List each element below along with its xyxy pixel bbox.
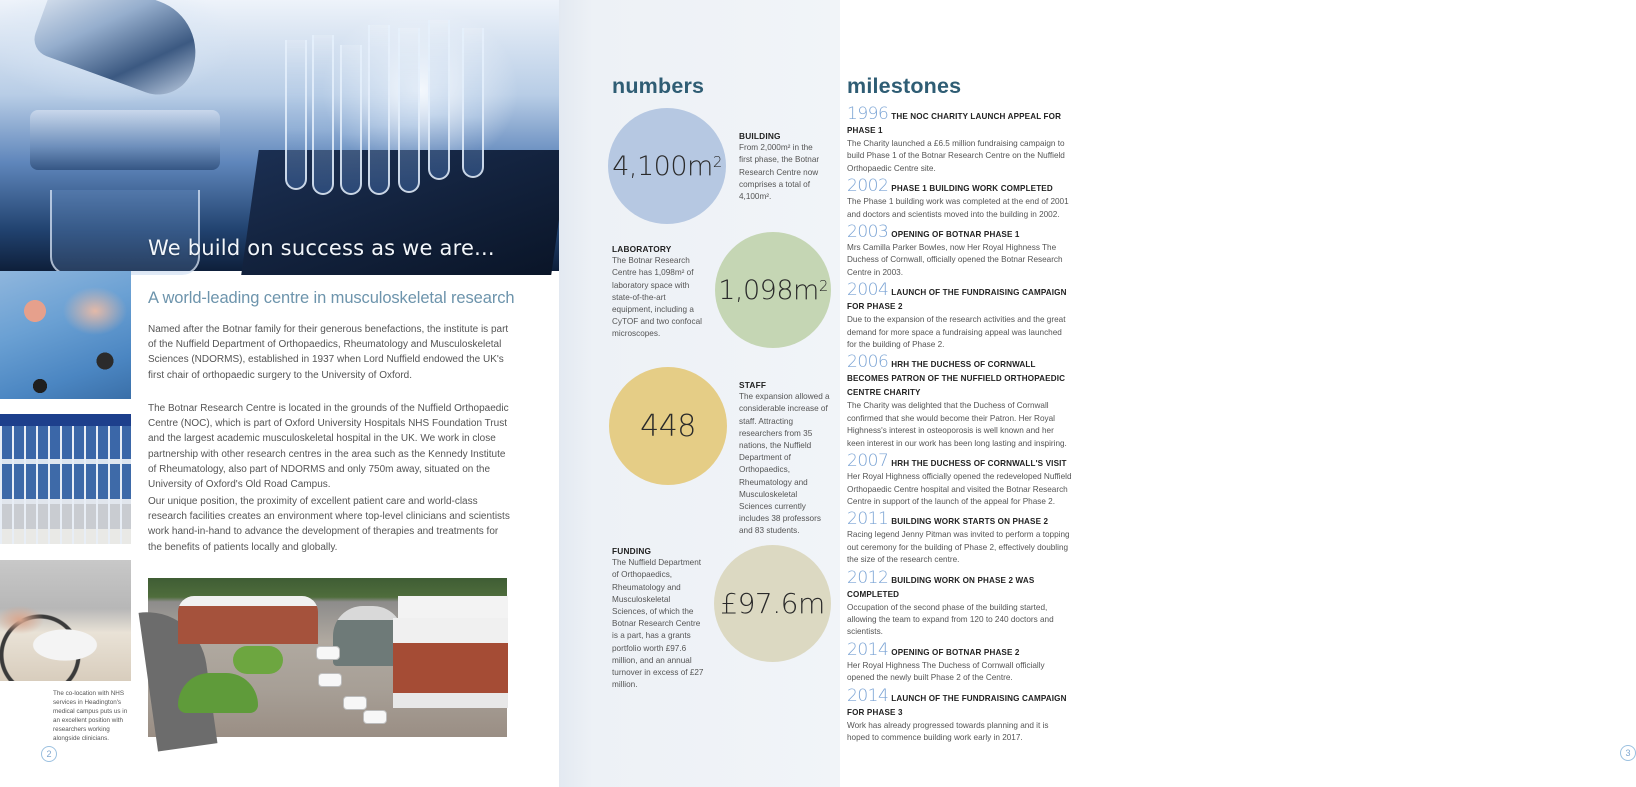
milestone-title: PHASE 1 BUILDING WORK COMPLETED xyxy=(891,184,1053,194)
stat-value: 4,100m xyxy=(612,150,713,182)
stat-value: £97.6m xyxy=(720,587,825,620)
milestone-year: 2002 xyxy=(847,176,889,197)
milestone-item xyxy=(847,685,1072,745)
milestone-description: Racing legend Jenny Pitman was invited to perform a topping out ceremony for the building of Phase 2, effectively doubling the size of the research centre. xyxy=(847,530,1070,565)
ambulance-shape xyxy=(318,673,342,687)
milestone-description: The Charity was delighted that the Duchess of Cornwall confirmed that she would become their Patron. Her Royal Highness's interest in osteoporosis is well known and her keen interest in our work has been long lasting and inspiring. xyxy=(847,401,1067,448)
stat-circle-funding xyxy=(714,545,831,662)
photo-caption: The co-location with NHS services in Headington's medical campus puts us in an excellent position with researchers working alongside clinicians. xyxy=(53,690,128,742)
laboratory-hero-image xyxy=(0,0,559,271)
milestone-title: THE NOC CHARITY LAUNCH APPEAL FOR PHASE 1 xyxy=(847,112,1062,135)
milestone-item xyxy=(847,509,1072,566)
hero-title: We build on success as we are... xyxy=(148,236,495,260)
milestone-year: 2006 xyxy=(847,352,889,373)
milestones-heading: milestones xyxy=(847,74,962,98)
test-tube-shape xyxy=(398,28,420,193)
stat-label: LABORATORY xyxy=(612,244,672,254)
milestone-description: The Charity launched a £6.5 million fundraising campaign to build Phase 1 of the Botnar Research Centre on the Nuffield Orthopaedic Centre site. xyxy=(847,139,1065,173)
stat-text-funding xyxy=(612,545,706,691)
test-tube-shape xyxy=(340,45,362,195)
milestone-year: 1996 xyxy=(847,104,889,124)
numbers-heading: numbers xyxy=(612,74,705,98)
stat-value: 448 xyxy=(640,408,696,444)
body-paragraph: Named after the Botnar family for their generous benefactions, the institute is part of the Nuffield Department of Orthopaedics, Rheumatology and Musculoskeletal Sciences (NDORMS), established in 1937 when Lord Nuffield endowed the UK's first chair of orthopaedic surgery to the University of Oxford. xyxy=(148,324,509,381)
building-shape xyxy=(178,596,318,644)
stat-label: FUNDING xyxy=(612,546,652,556)
milestone-item xyxy=(847,176,1072,221)
milestone-title: BUILDING WORK STARTS ON PHASE 2 xyxy=(891,517,1049,527)
milestone-title: LAUNCH OF THE FUNDRAISING CAMPAIGN FOR PHASE 3 xyxy=(847,693,1067,717)
milestone-description: Mrs Camilla Parker Bowles, now Her Royal Highness The Duchess of Cornwall, officially opened the Botnar Research Centre in 2003. xyxy=(847,243,1063,277)
stat-text-staff xyxy=(739,379,831,538)
lawn-shape xyxy=(178,673,258,713)
milestone-title: OPENING OF BOTNAR PHASE 2 xyxy=(891,647,1020,657)
page-number-right: 3 xyxy=(1620,745,1636,761)
stat-description: The expansion allowed a considerable increase of staff. Attracting researchers from 35 nations, the Nuffield Department of Orthopaedics, Rheumatology and Musculoskeletal Sciences currently includes 38 professors and 83 students. xyxy=(739,392,830,536)
milestone-year: 2014 xyxy=(847,639,889,660)
milestone-item xyxy=(847,352,1072,450)
stat-label: STAFF xyxy=(739,380,767,390)
stat-superscript: 2 xyxy=(712,153,722,171)
test-tube-shape xyxy=(285,40,307,190)
section-heading: A world-leading centre in musculoskeletal research xyxy=(148,289,515,307)
milestones-list xyxy=(847,104,1072,749)
milestone-title: OPENING OF BOTNAR PHASE 1 xyxy=(891,230,1020,240)
page-number-left: 2 xyxy=(41,746,57,762)
milestone-title: HRH THE DUCHESS OF CORNWALL'S VISIT xyxy=(891,459,1067,469)
stat-circle-building xyxy=(608,108,726,224)
milestone-title: BUILDING WORK ON PHASE 2 WAS COMPLETED xyxy=(847,575,1035,599)
milestone-item xyxy=(847,639,1072,685)
milestone-item xyxy=(847,104,1072,175)
body-paragraph: The Botnar Research Centre is located in the grounds of the Nuffield Orthopaedic Centre (NOC), which is part of Oxford University Hospitals NHS Foundation Trust and the largest academic musculoskeletal hospital in the UK. We work in close partnership with other research centres in the area such as the Kennedy Institute of Rheumatology, also part of NDORMS and only 750m away, situated on the University of Oxford's Old Road Campus. xyxy=(148,403,509,491)
surgeons-photo xyxy=(0,271,131,399)
milestone-description: The Phase 1 building work was completed at the end of 2001 and doctors and scientists moved into the building in 2002. xyxy=(847,197,1069,219)
test-tube-shape xyxy=(312,35,334,195)
milestone-description: Work has already progressed towards planning and it is hoped to commence building work early in 2017. xyxy=(847,720,1049,742)
milestone-year: 2014 xyxy=(847,685,889,706)
stat-description: The Botnar Research Centre has 1,098m² of laboratory space with state-of-the-art equipment, including a CyTOF and two confocal microscopes. xyxy=(612,256,702,339)
stat-text-laboratory xyxy=(612,243,704,341)
building-shape xyxy=(393,618,508,708)
microscope-stage-shape xyxy=(30,110,220,170)
wheelchair-patient-photo xyxy=(0,560,131,681)
body-paragraph: Our unique position, the proximity of excellent patient care and world-class research facilities creates an environment where top-level clinicians and scientists work hand-in-hand to advance the development of therapies and treatments for the benefits of patients locally and globally. xyxy=(148,496,510,553)
stat-circle-staff xyxy=(609,367,727,485)
stat-superscript: 2 xyxy=(818,277,828,295)
milestone-title: LAUNCH OF THE FUNDRAISING CAMPAIGN FOR PHASE 2 xyxy=(847,288,1067,312)
milestone-description: Due to the expansion of the research activities and the great demand for more space a fundraising appeal was launched for the building of Phase 2. xyxy=(847,315,1066,350)
milestone-title: HRH THE DUCHESS OF CORNWALL BECOMES PATRON OF THE NUFFIELD ORTHOPAEDIC CENTRE CHARITY xyxy=(847,360,1066,398)
ambulance-shape xyxy=(343,696,367,710)
stat-text-building xyxy=(739,130,827,203)
test-tube-shape xyxy=(462,28,484,178)
test-tube-shape xyxy=(368,25,390,195)
milestone-item xyxy=(847,567,1072,639)
right-page xyxy=(559,0,1631,787)
ambulance-shape xyxy=(363,710,387,724)
milestone-year: 2003 xyxy=(847,222,889,243)
milestone-year: 2011 xyxy=(847,509,889,530)
campus-aerial-photo xyxy=(148,578,507,737)
milestone-description: Her Royal Highness officially opened the redeveloped Nuffield Orthopaedic Centre hospital and visited the Botnar Research Centre in support of the launch of the appeal for Phase 2. xyxy=(847,472,1072,506)
stat-value: 1,098m xyxy=(718,274,819,306)
milestone-item xyxy=(847,451,1072,508)
milestone-description: Her Royal Highness The Duchess of Cornwall officially opened the newly built Phase 2 of the Centre. xyxy=(847,660,1045,683)
milestone-description: Occupation of the second phase of the building started, allowing the team to expand from 120 to 240 doctors and scientists. xyxy=(847,602,1054,637)
milestone-year: 2004 xyxy=(847,280,889,301)
milestone-year: 2007 xyxy=(847,451,889,472)
milestone-item xyxy=(847,280,1072,351)
stat-description: From 2,000m² in the first phase, the Botnar Research Centre now comprises a total of 4,100m². xyxy=(739,143,820,202)
lawn-shape xyxy=(233,646,283,674)
ambulance-shape xyxy=(316,646,340,660)
building-facade-photo xyxy=(0,414,131,544)
left-page xyxy=(0,0,559,787)
microscope-shape xyxy=(29,0,210,105)
stat-circle-laboratory xyxy=(715,232,831,348)
milestone-item xyxy=(847,222,1072,279)
test-tube-shape xyxy=(428,20,450,180)
stat-description: The Nuffield Department of Orthopaedics, Rheumatology and Musculoskeletal Sciences, of which the Botnar Research Centre is a part, has a grants portfolio worth £97.6 million, and an annual turnover in excess of £27 million. xyxy=(612,558,704,690)
beaker-shape xyxy=(50,190,200,275)
milestone-year: 2012 xyxy=(847,567,889,588)
stat-label: BUILDING xyxy=(739,131,781,141)
